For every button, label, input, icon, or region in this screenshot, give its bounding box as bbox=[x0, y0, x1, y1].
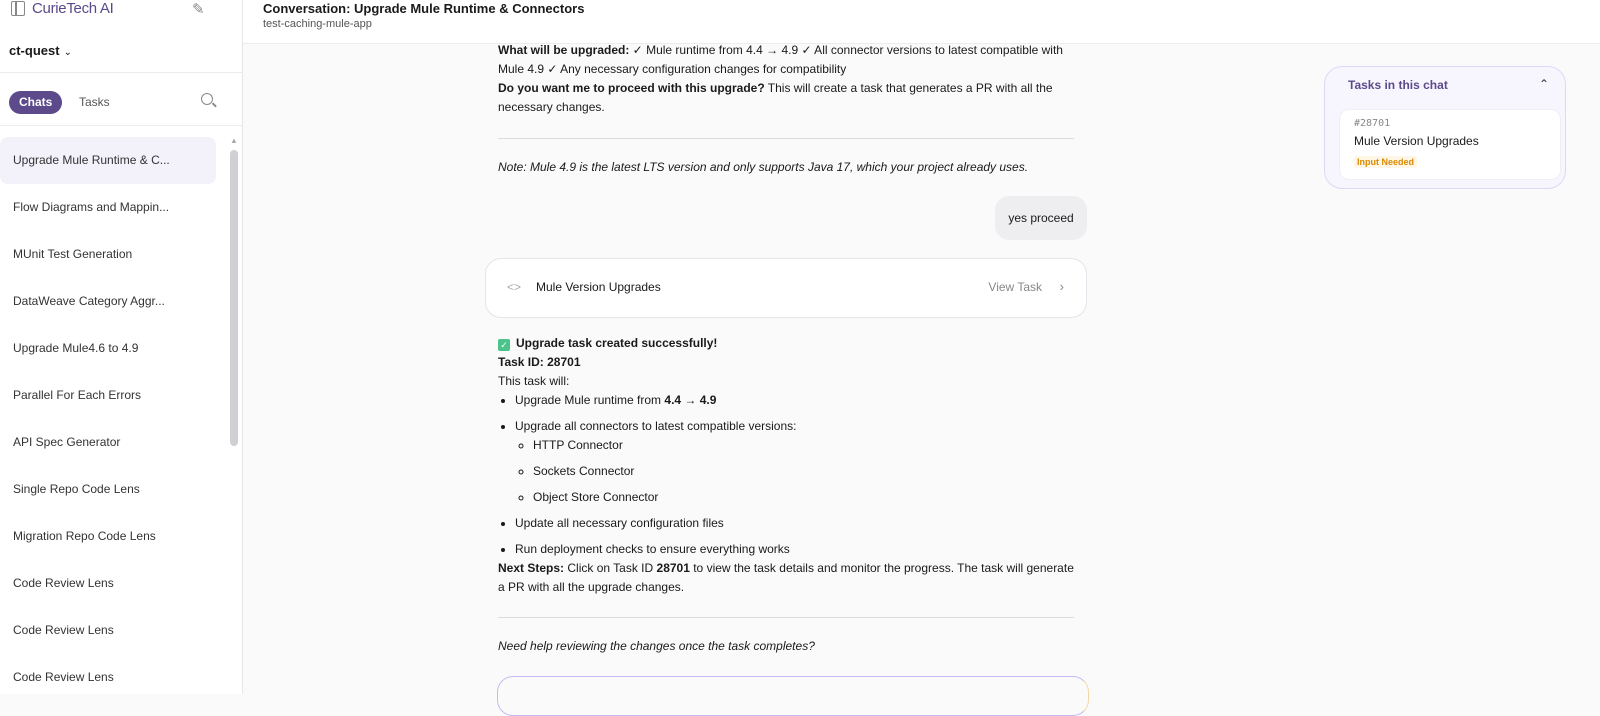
divider bbox=[0, 125, 243, 126]
next-text: to view the task details and monitor the progress. The task will generate a PR with all the upgrade changes. bbox=[498, 561, 1074, 594]
tab-chats[interactable]: Chats bbox=[9, 91, 62, 114]
list-item bbox=[515, 417, 1074, 507]
upgrade-label: What will be upgraded: bbox=[498, 43, 630, 57]
divider bbox=[498, 617, 1074, 618]
task-steps bbox=[498, 391, 1074, 559]
list-item bbox=[515, 391, 1074, 410]
task-card[interactable] bbox=[485, 258, 1087, 318]
list-item: ◦ Sockets Connector bbox=[533, 462, 1074, 481]
code-icon: <> bbox=[507, 280, 522, 294]
step-version: 4.4 → 4.9 bbox=[664, 393, 717, 407]
sidebar-toggle-icon[interactable] bbox=[11, 1, 25, 16]
chat-item[interactable]: Upgrade Mule4.6 to 4.9 bbox=[13, 341, 139, 355]
chat-item[interactable]: Migration Repo Code Lens bbox=[13, 529, 156, 543]
proceed-label: Do you want me to proceed with this upgrade? bbox=[498, 81, 765, 95]
logo: CurieTech AI bbox=[32, 0, 114, 17]
assistant-message-1 bbox=[498, 44, 1074, 177]
tasks-panel bbox=[1324, 66, 1566, 189]
note: Note: Mule 4.9 is the latest LTS version and only supports Java 17, which your project already uses. bbox=[498, 160, 1029, 174]
divider bbox=[0, 72, 243, 73]
scrollbar[interactable] bbox=[230, 150, 238, 446]
repo-name: test-caching-mule-app bbox=[263, 18, 372, 30]
view-task-button[interactable]: View Task bbox=[988, 280, 1042, 294]
chat-item[interactable]: Parallel For Each Errors bbox=[13, 388, 142, 402]
chat-item[interactable]: Code Review Lens bbox=[13, 670, 114, 684]
chevron-up-icon[interactable]: ⌃ bbox=[1538, 77, 1549, 91]
org-selector[interactable]: ct-quest ⌄ bbox=[9, 43, 72, 58]
proceed-text: This will create a task that generates a PR with all the necessary changes. bbox=[498, 81, 1053, 114]
assistant-message-2 bbox=[498, 334, 1074, 656]
chat-item[interactable]: MUnit Test Generation bbox=[13, 247, 133, 261]
task-item[interactable] bbox=[1339, 109, 1561, 180]
tab-tasks[interactable]: Tasks bbox=[79, 95, 110, 109]
list-item: ◦ HTTP Connector bbox=[533, 436, 1074, 455]
intro: This task will: bbox=[498, 374, 570, 388]
chat-item[interactable]: Code Review Lens bbox=[13, 576, 114, 590]
chat-item[interactable]: Upgrade Mule Runtime & C... bbox=[0, 137, 216, 184]
step-text: Upgrade Mule runtime from bbox=[515, 393, 665, 407]
chat-list bbox=[0, 137, 226, 701]
list-item: • Run deployment checks to ensure everything works bbox=[515, 540, 1074, 559]
next-steps-label: Next Steps: bbox=[498, 561, 565, 575]
status-badge: Input Needed bbox=[1354, 156, 1417, 168]
conversation-header bbox=[243, 0, 1600, 44]
task-name: Mule Version Upgrades bbox=[1354, 134, 1479, 148]
task-id: #28701 bbox=[1354, 118, 1391, 129]
divider bbox=[498, 138, 1074, 139]
chevron-down-icon: ⌄ bbox=[63, 47, 72, 58]
step-text: Upgrade all connectors to latest compatible versions: bbox=[515, 419, 797, 433]
upgrade-text: ✓ Mule runtime from 4.4 → 4.9 ✓ All connector versions to latest compatible with Mule 4.9 ✓ Any necessary configuration changes for compatibility bbox=[498, 43, 1063, 76]
next-text: Click on Task ID bbox=[564, 561, 657, 575]
check-icon: ✓ bbox=[498, 339, 510, 351]
task-id: Task ID: 28701 bbox=[498, 355, 581, 369]
task-card-title: Mule Version Upgrades bbox=[536, 280, 661, 294]
chevron-right-icon: › bbox=[1059, 279, 1064, 294]
new-chat-icon[interactable]: ✎ bbox=[192, 1, 205, 18]
chat-item[interactable]: API Spec Generator bbox=[13, 435, 121, 449]
user-message: yes proceed bbox=[995, 196, 1087, 240]
task-id-link[interactable]: 28701 bbox=[656, 561, 690, 575]
sidebar bbox=[0, 0, 243, 694]
list-item: ◦ Object Store Connector bbox=[533, 488, 1074, 507]
search-icon[interactable] bbox=[201, 93, 213, 105]
scroll-up-icon[interactable]: ▲ bbox=[230, 136, 238, 145]
tasks-panel-title: Tasks in this chat bbox=[1348, 78, 1448, 92]
suggestion-box[interactable] bbox=[497, 676, 1089, 716]
chat-item[interactable]: Flow Diagrams and Mappin... bbox=[13, 200, 170, 214]
chat-item[interactable]: Code Review Lens bbox=[13, 623, 114, 637]
list-item: • Update all necessary configuration files bbox=[515, 514, 1074, 533]
page-title: Conversation: Upgrade Mule Runtime & Connectors bbox=[263, 1, 585, 16]
followup: Need help reviewing the changes once the task completes? bbox=[498, 639, 815, 653]
chat-item[interactable]: DataWeave Category Aggr... bbox=[13, 294, 165, 308]
success-text: Upgrade task created successfully! bbox=[516, 336, 718, 350]
chat-item[interactable]: Single Repo Code Lens bbox=[13, 482, 140, 496]
